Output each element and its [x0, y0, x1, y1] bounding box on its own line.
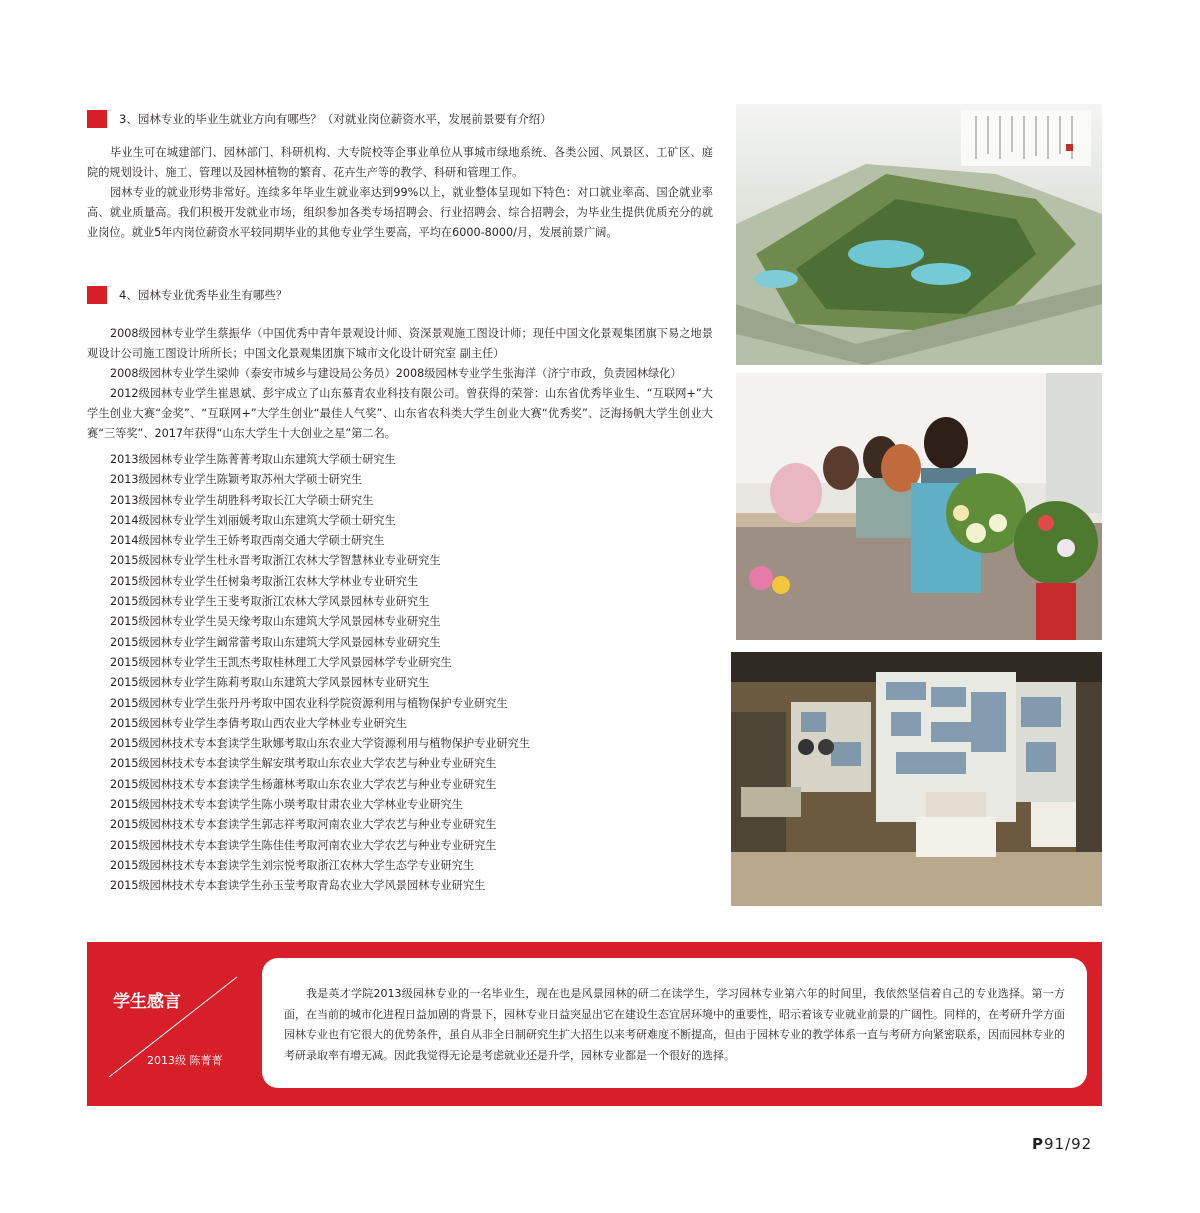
- aerial-landscape-photo: [736, 104, 1102, 365]
- list-item: 2014级园林专业学生王娇考取西南交通大学硕士研究生: [110, 534, 385, 548]
- list-item: 2015级园林专业学生阚常蕾考取山东建筑大学风景园林专业研究生: [110, 635, 441, 649]
- diagonal-divider: [87, 942, 250, 1106]
- list-item: 2014级园林专业学生刘丽媛考取山东建筑大学硕士研究生: [110, 513, 396, 527]
- exhibition-hall-photo: [731, 652, 1102, 906]
- list-item: 2015级园林专业学生任树枭考取浙江农林大学林业专业研究生: [110, 574, 419, 588]
- list-item: 2015级园林技术专本套读学生杨蕭林考取山东农业大学农艺与种业专业研究生: [110, 777, 497, 791]
- section3-paragraph: 园林专业的就业形势非常好。连续多年毕业生就业率达到99%以上，就业整体呈现如下特色：对口就业率高、国企就业率高、就业质量高。我们积极开发就业市场，组织参加各类专场招聘会、行业招聘会、综合招聘会，为毕业生提供优质充分的就业岗位。就业5年内岗位薪资水平较同期毕业的其他专业学生要高，平均在6000-8000/月，发展前景广阔。: [87, 186, 713, 239]
- list-item: 2015级园林技术专本套读学生耿娜考取山东农业大学资源利用与植物保护专业研究生: [110, 737, 531, 751]
- list-item: 2013级园林专业学生陈颖考取苏州大学硕士研究生: [110, 473, 363, 487]
- list-item: 2015级园林专业学生张丹丹考取中国农业科学院资源利用与植物保护专业研究生: [110, 696, 508, 710]
- list-item: 2015级园林专业学生王斐考取浙江农林大学风景园林专业研究生: [110, 595, 430, 609]
- list-item: 2015级园林专业学生王凯杰考取桂林理工大学风景园林学专业研究生: [110, 655, 452, 669]
- list-item: 2015级园林技术专本套读学生解安琪考取山东农业大学农艺与种业专业研究生: [110, 757, 497, 771]
- testimonial-author: 2013级 陈菁菁: [147, 1054, 223, 1067]
- page-count: 91/92: [1044, 1135, 1093, 1153]
- testimonial-text: 我是英才学院2013级园林专业的一名毕业生，现在也是风景园林的研二在读学生，学习园林专业第六年的时间里，我依然坚信着自己的专业选择。第一方面，在当前的城市化进程日益加剧的背景下，园林专业日益突显出它在建设生态宜居环境中的重要性，昭示着该专业就业前景的广阔性。同样的，在考研升学方面园林专业也有它很大的优势条件，虽自从非全日制研究生扩大招生以来考研难度不断提高，但由于园林专业的教学体系一直与考研方向紧密联系，因而园林专业的考研录取率有增无减。因此我觉得无论是考虑就业还是升学，园林专业都是一个很好的选择。: [262, 958, 1087, 1088]
- page-number: [1032, 1135, 1092, 1153]
- testimonial-tag: [87, 942, 250, 1106]
- list-item: 2013级园林专业学生陈菁菁考取山东建筑大学硕士研究生: [110, 453, 396, 466]
- section4-paragraph: 2012级园林专业学生崔恩斌、彭宇成立了山东慕青农业科技有限公司。曾获得的荣誉：山东省优秀毕业生、“互联网+”大学生创业大赛“金奖”、“互联网+”大学生创业“最佳人气奖”、山东省农科类大学生创业大赛“优秀奖”、泛海扬帆大学生创业大赛“三等奖”、2017年获得“山东大学生十大创业之星”第二名。: [87, 387, 713, 440]
- list-item: 2015级园林技术专本套读学生孙玉莹考取青岛农业大学风景园林专业研究生: [110, 879, 486, 893]
- list-item: 2015级园林专业学生李倩考取山西农业大学林业专业研究生: [110, 716, 407, 730]
- list-item: 2015级园林专业学生杜永晋考取浙江农林大学智慧林业专业研究生: [110, 554, 441, 568]
- section3-paragraph: 毕业生可在城建部门、园林部门、科研机构、大专院校等企事业单位从事城市绿地系统、各类公园、风景区、工矿区、庭院的规划设计、施工、管理以及园林植物的繁育、花卉生产等的教学、科研和管理工作。: [87, 146, 713, 179]
- red-square-marker: [87, 286, 107, 304]
- section3-heading: 3、园林专业的毕业生就业方向有哪些？（对就业岗位薪资水平，发展前景要有介绍）: [119, 112, 552, 126]
- list-item: 2015级园林技术专本套读学生刘宗悦考取浙江农林大学生态学专业研究生: [110, 858, 475, 872]
- list-item: 2013级园林专业学生胡胜科考取长江大学硕士研究生: [110, 493, 374, 507]
- red-square-marker: [87, 110, 107, 128]
- list-item: 2015级园林技术专本套读学生陈小瑛考取甘肃农业大学林业专业研究生: [110, 798, 463, 812]
- list-item: 2015级园林专业学生吴天缘考取山东建筑大学风景园林专业研究生: [110, 615, 441, 629]
- list-item: 2015级园林技术专本套读学生郭志祥考取河南农业大学农艺与种业专业研究生: [110, 818, 497, 832]
- section4-body: [87, 324, 713, 444]
- flower-arranging-photo: [736, 373, 1102, 640]
- list-item: 2015级园林技术专本套读学生陈佳佳考取河南农业大学农艺与种业专业研究生: [110, 838, 497, 852]
- section4-paragraph: 2008级园林专业学生梁帅（泰安市城乡与建设局公务员）2008级园林专业学生张海洋（济宁市政，负责园林绿化）: [110, 367, 682, 380]
- page-prefix: P: [1032, 1135, 1044, 1153]
- list-item: 2015级园林专业学生陈莉考取山东建筑大学风景园林专业研究生: [110, 676, 430, 690]
- section3-heading-row: [87, 110, 552, 128]
- testimonial-title: 学生感言: [113, 992, 181, 1012]
- section3-body: [87, 143, 713, 243]
- section4-heading-row: [87, 286, 287, 304]
- section4-heading: 4、园林专业优秀毕业生有哪些？: [119, 288, 288, 302]
- testimonial-panel: [87, 942, 1102, 1106]
- section4-paragraph: 2008级园林专业学生蔡振华（中国优秀中青年景观设计师、资深景观施工图设计师；现任中国文化景观集团旗下易之地景观设计公司施工图设计所所长；中国文化景观集团旗下城市文化设计研究室 副主任）: [87, 327, 713, 360]
- graduate-list: [110, 450, 530, 897]
